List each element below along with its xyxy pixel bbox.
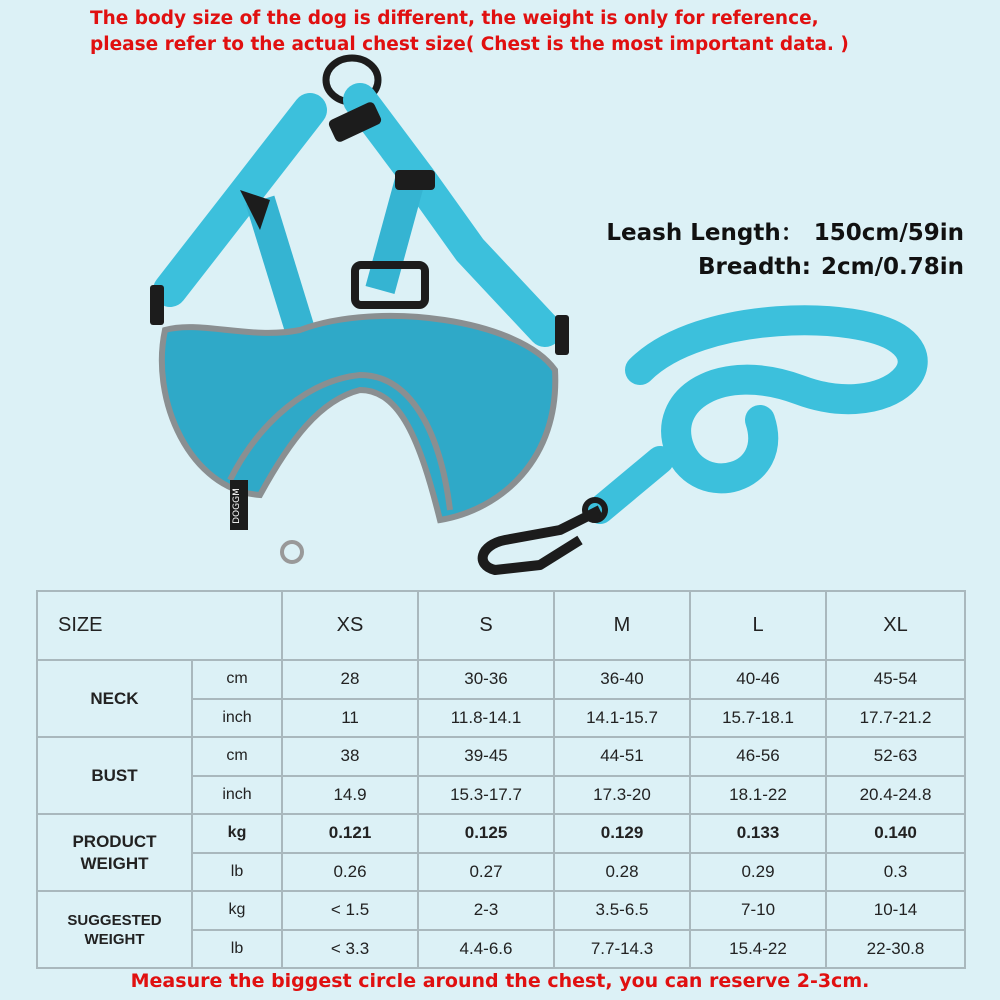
- value-cell: 11.8-14.1: [418, 699, 554, 738]
- unit-cell: inch: [192, 699, 282, 738]
- harness-image: [150, 58, 569, 562]
- table-row: [37, 814, 965, 853]
- leash-length-label: Leash Length：: [606, 220, 804, 246]
- value-cell: 30-36: [418, 660, 554, 699]
- value-cell: 28: [282, 660, 418, 699]
- measure-tip: Measure the biggest circle around the chest, you can reserve 2-3cm.: [130, 970, 870, 992]
- value-cell: 15.4-22: [690, 930, 826, 969]
- breadth-value: 2cm/0.78in: [820, 254, 964, 280]
- size-header-xl: XL: [826, 591, 965, 660]
- notice-line-2: please refer to the actual chest size( Chest is the most important data. ): [90, 34, 849, 55]
- value-cell: 39-45: [418, 737, 554, 776]
- value-cell: 38: [282, 737, 418, 776]
- value-cell: 0.121: [282, 814, 418, 853]
- value-cell: 22-30.8: [826, 930, 965, 969]
- value-cell: 0.28: [554, 853, 690, 892]
- value-cell: 7-10: [690, 891, 826, 930]
- unit-cell: inch: [192, 776, 282, 815]
- value-cell: 10-14: [826, 891, 965, 930]
- value-cell: 14.1-15.7: [554, 699, 690, 738]
- harness-and-leash-image: [0, 40, 1000, 590]
- value-cell: < 1.5: [282, 891, 418, 930]
- value-cell: 20.4-24.8: [826, 776, 965, 815]
- value-cell: 0.27: [418, 853, 554, 892]
- value-cell: 0.140: [826, 814, 965, 853]
- value-cell: 46-56: [690, 737, 826, 776]
- notice-line-1: The body size of the dog is different, the weight is only for reference,: [90, 8, 819, 29]
- unit-cell: lb: [192, 853, 282, 892]
- value-cell: 4.4-6.6: [418, 930, 554, 969]
- size-header-xs: XS: [282, 591, 418, 660]
- table-row: [37, 737, 965, 776]
- leash-length-value: 150cm/59in: [813, 220, 964, 246]
- bust-label: BUST: [37, 737, 192, 814]
- value-cell: 15.7-18.1: [690, 699, 826, 738]
- value-cell: 52-63: [826, 737, 965, 776]
- size-header-label: SIZE: [37, 591, 282, 660]
- value-cell: 0.3: [826, 853, 965, 892]
- neck-label: NECK: [37, 660, 192, 737]
- size-header-s: S: [418, 591, 554, 660]
- value-cell: 17.3-20: [554, 776, 690, 815]
- value-cell: 40-46: [690, 660, 826, 699]
- value-cell: 0.29: [690, 853, 826, 892]
- table-row: [37, 891, 965, 930]
- value-cell: 36-40: [554, 660, 690, 699]
- value-cell: 2-3: [418, 891, 554, 930]
- unit-cell: cm: [192, 660, 282, 699]
- value-cell: 44-51: [554, 737, 690, 776]
- value-cell: 7.7-14.3: [554, 930, 690, 969]
- size-chart-table: [36, 590, 966, 969]
- leash-length-row: [606, 216, 964, 250]
- unit-cell: kg: [192, 891, 282, 930]
- table-row: [37, 660, 965, 699]
- unit-cell: kg: [192, 814, 282, 853]
- breadth-row: [606, 250, 964, 284]
- suggested-weight-label: SUGGESTED WEIGHT: [37, 891, 192, 968]
- value-cell: 45-54: [826, 660, 965, 699]
- value-cell: 18.1-22: [690, 776, 826, 815]
- value-cell: 11: [282, 699, 418, 738]
- value-cell: 0.129: [554, 814, 690, 853]
- breadth-label: Breadth:: [697, 254, 811, 280]
- leash-specs: [606, 216, 964, 284]
- value-cell: 14.9: [282, 776, 418, 815]
- size-header-m: M: [554, 591, 690, 660]
- value-cell: 3.5-6.5: [554, 891, 690, 930]
- value-cell: 17.7-21.2: [826, 699, 965, 738]
- size-header-row: [37, 591, 965, 660]
- value-cell: 15.3-17.7: [418, 776, 554, 815]
- value-cell: 0.133: [690, 814, 826, 853]
- value-cell: 0.125: [418, 814, 554, 853]
- unit-cell: lb: [192, 930, 282, 969]
- unit-cell: cm: [192, 737, 282, 776]
- brand-tag: DOGGM: [232, 488, 242, 524]
- value-cell: < 3.3: [282, 930, 418, 969]
- product-weight-label: PRODUCT WEIGHT: [37, 814, 192, 891]
- size-header-l: L: [690, 591, 826, 660]
- value-cell: 0.26: [282, 853, 418, 892]
